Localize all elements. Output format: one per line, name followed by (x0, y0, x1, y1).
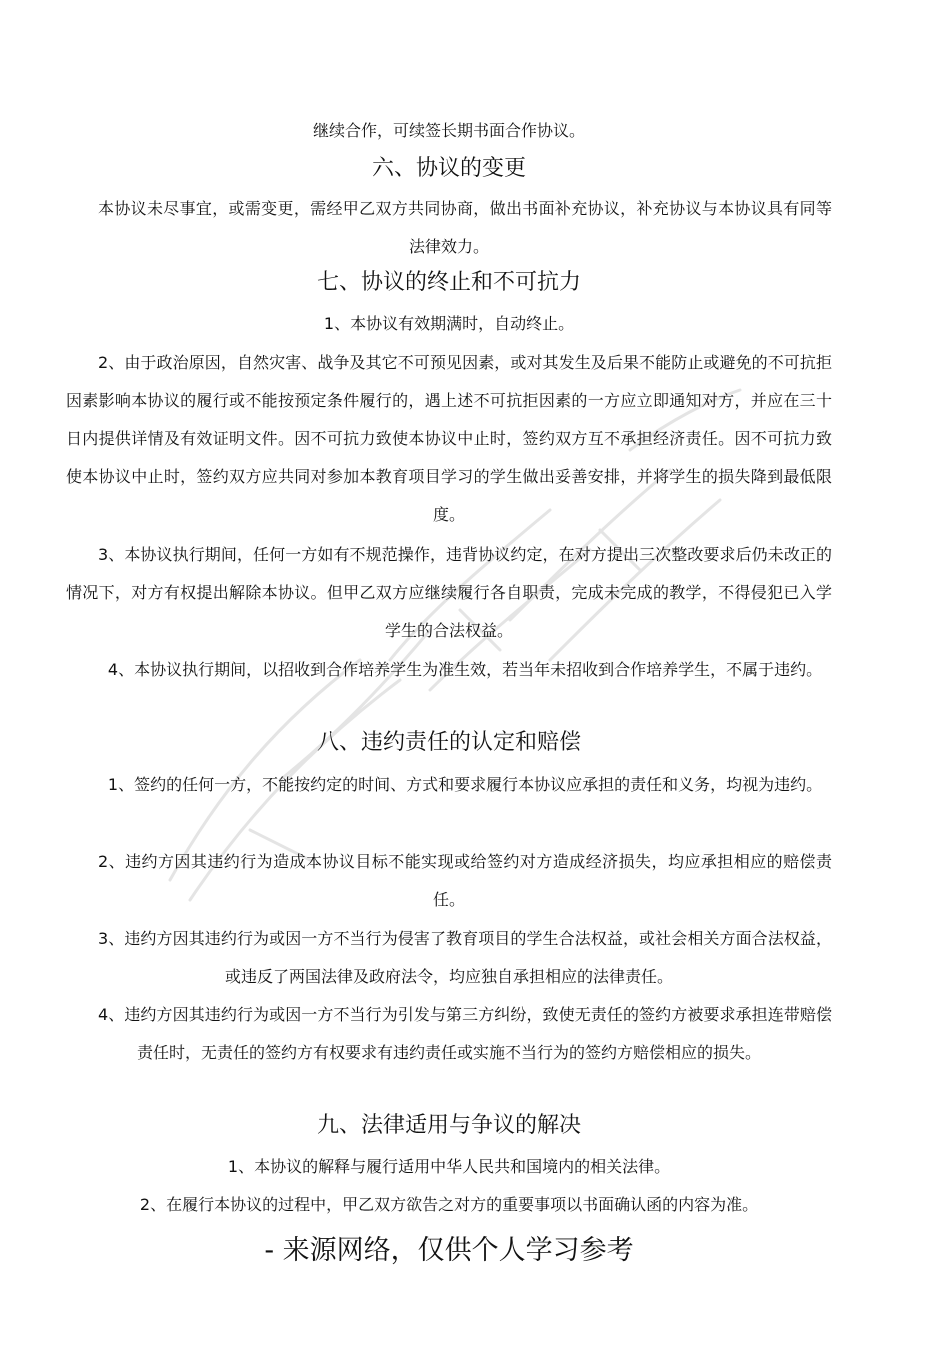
paragraph-continue: 继续合作，可续签长期书面合作协议。 (312, 121, 585, 140)
section-heading-9: 九、法律适用与争议的解决 (316, 1113, 581, 1138)
paragraph-8-2: 2、违约方因其违约行为造成本协议目标不能实现或给签约对方造成经济损失，均应承担相应的赔偿责任。 (98, 852, 832, 909)
paragraph-9-2: 2、在履行本协议的过程中，甲乙双方欲告之对方的重要事项以书面确认函的内容为准。 (139, 1195, 759, 1214)
paragraph-8-1: 1、签约的任何一方，不能按约定的时间、方式和要求履行本协议应承担的责任和义务，均视为违约。 (107, 775, 823, 794)
paragraph-7-1: 1、本协议有效期满时，自动终止。 (323, 314, 575, 333)
paragraph-7-2: 2、由于政治原因，自然灾害、战争及其它不可预见因素，或对其发生及后果不能防止或避免的不可抗拒因素影响本协议的履行或不能按预定条件履行的，遇上述不可抗拒因素的一方应立即通知对方，并应在三十日内提供详情及有效证明文件。因不可抗力致使本协议中止时，签约双方互不承担经济责任。因不可抗力致使本协议中止时，签约双方应共同对参加本教育项目学习的学生做出妥善安排，并将学生的损失降到最低限度。 (66, 353, 832, 524)
paragraph-7-3: 3、本协议执行期间，任何一方如有不规范操作，违背协议约定，在对方提出三次整改要求后仍未改正的情况下，对方有权提出解除本协议。但甲乙双方应继续履行各自职责，完成未完成的教学，不得侵犯已入学学生的合法权益。 (66, 545, 832, 640)
paragraph-7-4: 4、本协议执行期间，以招收到合作培养学生为准生效，若当年未招收到合作培养学生，不属于违约。 (107, 660, 823, 679)
section-heading-6: 六、协议的变更 (371, 156, 526, 181)
source-footer: - 来源网络，仅供个人学习参考 (264, 1235, 634, 1266)
paragraph-8-4: 4、违约方因其违约行为或因一方不当行为引发与第三方纠纷，致使无责任的签约方被要求承担连带赔偿责任时，无责任的签约方有权要求有违约责任或实施不当行为的签约方赔偿相应的损失。 (98, 1005, 832, 1062)
paragraph-8-3: 3、违约方因其违约行为或因一方不当行为侵害了教育项目的学生合法权益，或社会相关方面合法权益，或违反了两国法律及政府法令，均应独自承担相应的法律责任。 (98, 929, 832, 986)
section-heading-7: 七、协议的终止和不可抗力 (316, 270, 581, 295)
section-heading-8: 八、违约责任的认定和赔偿 (316, 730, 581, 755)
paragraph-9-1: 1、本协议的解释与履行适用中华人民共和国境内的相关法律。 (227, 1157, 671, 1176)
paragraph-6-1: 本协议未尽事宜，或需变更，需经甲乙双方共同协商，做出书面补充协议，补充协议与本协议具有同等法律效力。 (98, 199, 832, 256)
